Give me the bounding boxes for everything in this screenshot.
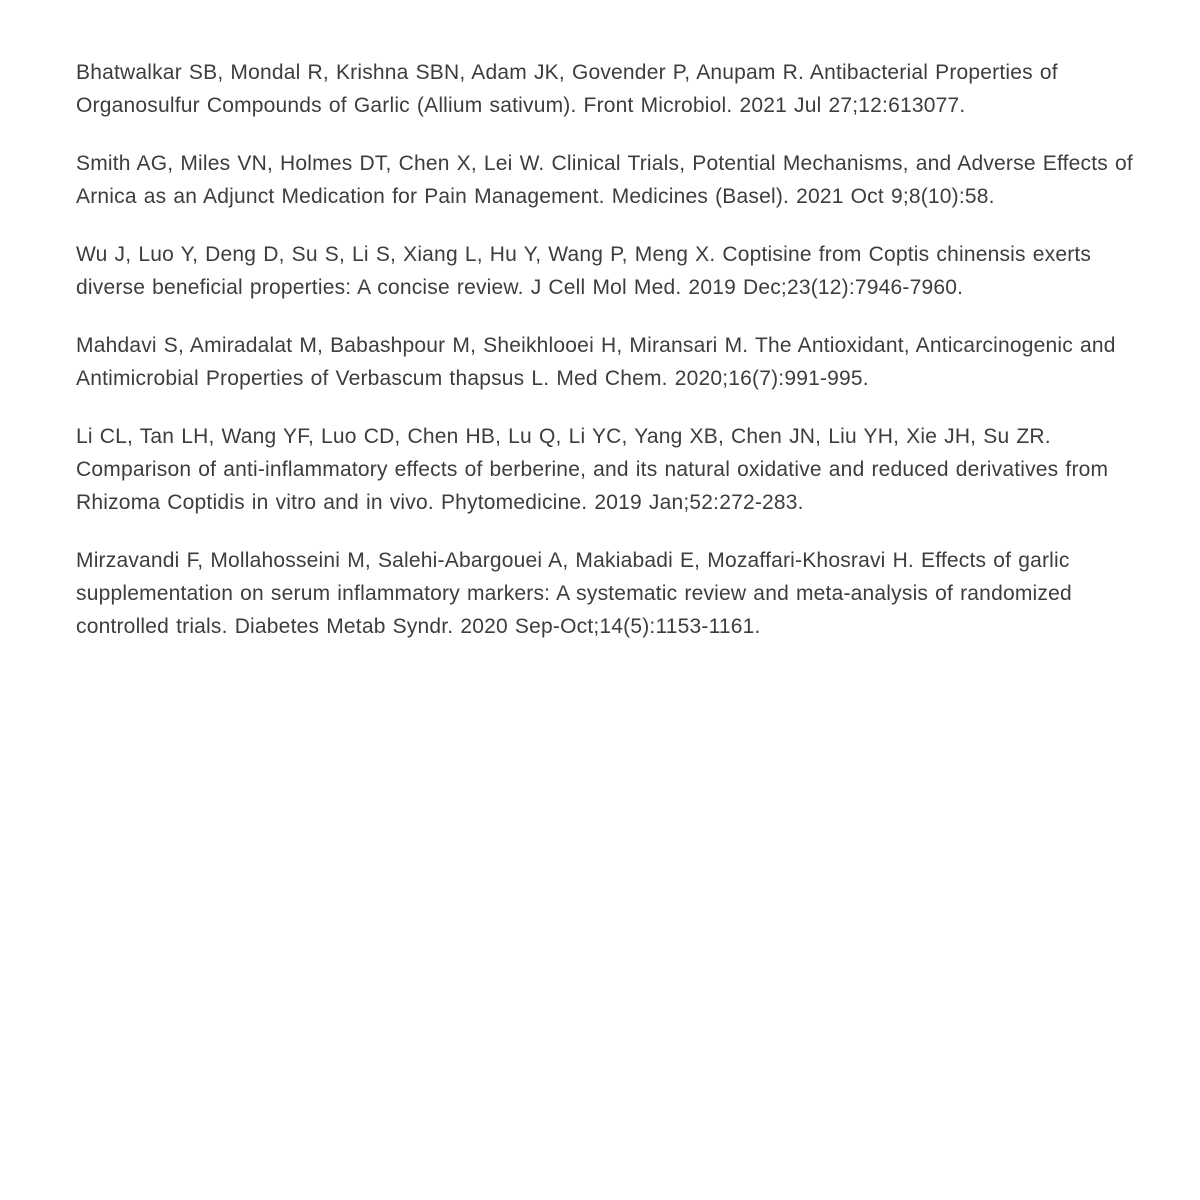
references-list [76,56,1142,643]
reference-citation-6: Mirzavandi F, Mollahosseini M, Salehi-Abargouei A, Makiabadi E, Mozaffari-Khosravi H. Effects of garlic supplementation on serum inflammatory markers: A systematic review and meta-analysis of randomized controlled trials. Diabetes Metab Syndr. 2020 Sep-Oct;14(5):1153-1161. [76,549,1072,638]
reference-citation-4: Mahdavi S, Amiradalat M, Babashpour M, Sheikhlooei H, Miransari M. The Antioxidant, Anticarcinogenic and Antimicrobial Properties of Verbascum thapsus L. Med Chem. 2020;16(7):991-995. [76,334,1116,390]
reference-citation-2: Smith AG, Miles VN, Holmes DT, Chen X, Lei W. Clinical Trials, Potential Mechanisms, and Adverse Effects of Arnica as an Adjunct Medication for Pain Management. Medicines (Basel). 2021 Oct 9;8(10):58. [76,152,1133,208]
reference-citation-3: Wu J, Luo Y, Deng D, Su S, Li S, Xiang L, Hu Y, Wang P, Meng X. Coptisine from Coptis chinensis exerts diverse beneficial properties: A concise review. J Cell Mol Med. 2019 Dec;23(12):7946-7960. [76,243,1092,299]
reference-citation-1: Bhatwalkar SB, Mondal R, Krishna SBN, Adam JK, Govender P, Anupam R. Antibacterial Properties of Organosulfur Compounds of Garlic (Allium sativum). Front Microbiol. 2021 Jul 27;12:613077. [76,61,1058,117]
reference-citation-5: Li CL, Tan LH, Wang YF, Luo CD, Chen HB, Lu Q, Li YC, Yang XB, Chen JN, Liu YH, Xie JH, Su ZR. Comparison of anti-inflammatory effects of berberine, and its natural oxidative and reduced derivatives from Rhizoma Coptidis in vitro and in vivo. Phytomedicine. 2019 Jan;52:272-283. [76,425,1109,514]
